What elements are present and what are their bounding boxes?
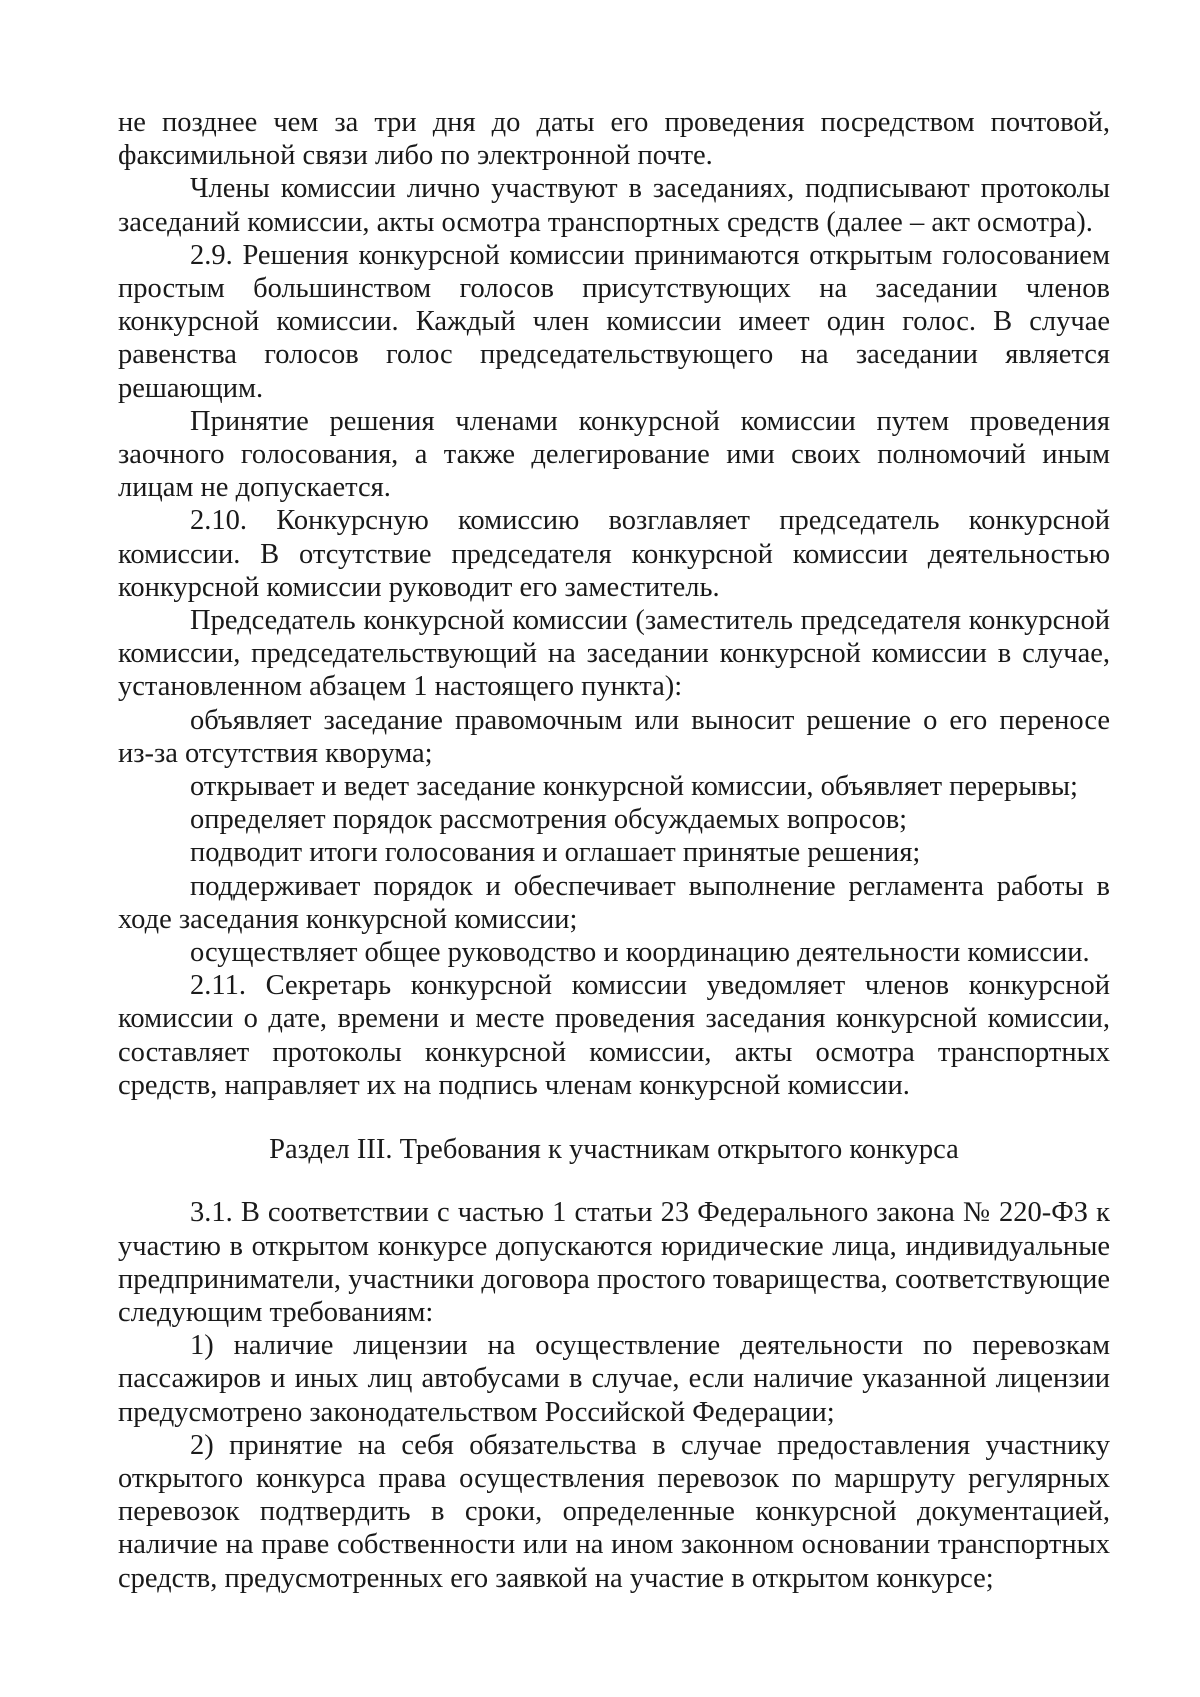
- list-item-duty-3: определяет порядок рассмотрения обсуждаемых вопросов;: [190, 804, 908, 836]
- paragraph-notice-deadline: не позднее чем за три дня до даты его проведения посредством почтовой, факсимильной связи либо по электронной почте.: [118, 107, 1110, 172]
- list-item-requirement-2: 2) принятие на себя обязательства в случае предоставления участнику открытого конкурса права осуществления перевозок по маршруту регулярных перевозок подтвердить в сроки, определенные конкурсной документацией, наличие на праве собственности или на ином законном основании транспортных средств, предусмотренных его заявкой на участие в открытом конкурсе;: [118, 1429, 1110, 1594]
- section-heading: Раздел III. Требования к участникам открытого конкурса: [269, 1134, 959, 1166]
- list-item-duty-5: поддерживает порядок и обеспечивает выполнение регламента работы в ходе заседания конкурсной комиссии;: [118, 870, 1110, 935]
- paragraph-absentee-voting: Принятие решения членами конкурсной комиссии путем проведения заочного голосования, а также делегирование ими своих полномочий иным лицам не допускается.: [118, 405, 1110, 504]
- list-item-duty-4: подводит итоги голосования и оглашает принятые решения;: [190, 837, 921, 869]
- paragraph-members-participation: Члены комиссии лично участвуют в заседаниях, подписывают протоколы заседаний комиссии, акты осмотра транспортных средств (далее – акт осмотра).: [118, 173, 1110, 238]
- list-item-requirement-1: 1) наличие лицензии на осуществление деятельности по перевозкам пассажиров и иных лиц автобусами в случае, если наличие указанной лицензии предусмотрено законодательством Российской Федерации;: [118, 1330, 1110, 1428]
- document-page: [118, 106, 1110, 1595]
- paragraph-3-1: 3.1. В соответствии с частью 1 статьи 23 Федерального закона № 220-ФЗ к участию в открытом конкурсе допускаются юридические лица, индивидуальные предприниматели, участники договора простого товарищества, соответствующие следующим требованиям:: [118, 1197, 1110, 1328]
- paragraph-2-11: 2.11. Секретарь конкурсной комиссии уведомляет членов конкурсной комиссии о дате, времени и месте проведения заседания конкурсной комиссии, составляет протоколы конкурсной комиссии, акты осмотра транспортных средств, направляет их на подпись членам конкурсной комиссии.: [118, 970, 1110, 1101]
- list-item-duty-6: осуществляет общее руководство и координацию деятельности комиссии.: [190, 937, 1090, 969]
- paragraph-chairman-duties-intro: Председатель конкурсной комиссии (заместитель председателя конкурсной комиссии, председательствующий на заседании конкурсной комиссии в случае, установленном абзацем 1 настоящего пункта):: [118, 605, 1110, 703]
- paragraph-2-10: 2.10. Конкурсную комиссию возглавляет председатель конкурсной комиссии. В отсутствие председателя конкурсной комиссии деятельностью конкурсной комиссии руководит его заместитель.: [118, 505, 1110, 603]
- list-item-duty-1: объявляет заседание правомочным или выносит решение о его переносе из-за отсутствия кворума;: [118, 704, 1110, 769]
- paragraph-2-9: 2.9. Решения конкурсной комиссии принимаются открытым голосованием простым большинством голосов присутствующих на заседании членов конкурсной комиссии. Каждый член комиссии имеет один голос. В случае равенства голосов голос председательствующего на заседании является решающим.: [118, 239, 1110, 404]
- list-item-duty-2: открывает и ведет заседание конкурсной комиссии, объявляет перерывы;: [190, 771, 1078, 803]
